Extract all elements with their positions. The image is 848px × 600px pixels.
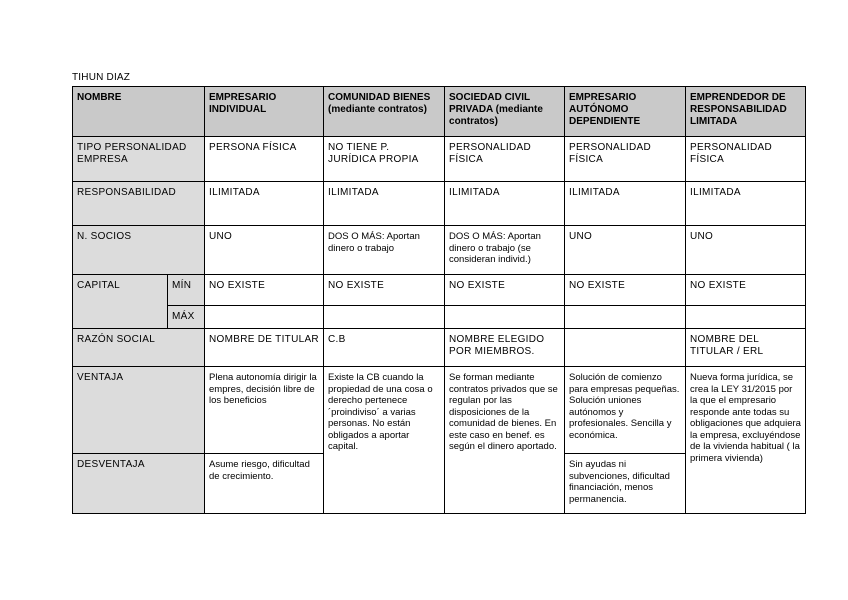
header-nombre: NOMBRE — [73, 87, 205, 137]
cell-ventaja-emprendedor: Nueva forma jurídica, se crea la LEY 31/2015 por la que el empresario responde ante todas su obligaciones que adquiera la empresa, excluyéndose de la vivienda habitual ( la primera vivienda) — [686, 367, 806, 514]
row-tipo-personalidad — [73, 137, 806, 182]
header-empresario-autonomo: EMPRESARIO AUTÓNOMO DEPENDIENTE — [565, 87, 686, 137]
cell-resp-autonomo: ILIMITADA — [565, 182, 686, 226]
cell-capmin-individual: NO EXISTE — [205, 275, 324, 306]
cell-tipo-emprendedor: PERSONALIDAD FÍSICA — [686, 137, 806, 182]
row-razon-social — [73, 329, 806, 367]
row-label-desventaja: DESVENTAJA — [73, 454, 205, 514]
cell-tipo-autonomo: PERSONALIDAD FÍSICA — [565, 137, 686, 182]
cell-socios-emprendedor: UNO — [686, 226, 806, 275]
cell-socios-sociedad: DOS O MÁS: Aportan dinero o trabajo (se consideran individ.) — [445, 226, 565, 275]
cell-ventaja-comunidad: Existe la CB cuando la propiedad de una cosa o derecho pertenece ´proindiviso´ a varias personas. No están obligados a aportar capital. — [324, 367, 445, 514]
cell-socios-comunidad: DOS O MÁS: Aportan dinero o trabajo — [324, 226, 445, 275]
row-capital-max — [73, 306, 806, 329]
cell-capmax-autonomo — [565, 306, 686, 329]
row-label-socios: N. SOCIOS — [73, 226, 205, 275]
row-socios — [73, 226, 806, 275]
cell-tipo-individual: PERSONA FÍSICA — [205, 137, 324, 182]
cell-razon-individual: NOMBRE DE TITULAR — [205, 329, 324, 367]
cell-capmax-individual — [205, 306, 324, 329]
cell-resp-sociedad: ILIMITADA — [445, 182, 565, 226]
cell-razon-sociedad: NOMBRE ELEGIDO POR MIEMBROS. — [445, 329, 565, 367]
header-comunidad-bienes: COMUNIDAD BIENES (mediante contratos) — [324, 87, 445, 137]
cell-resp-individual: ILIMITADA — [205, 182, 324, 226]
row-label-tipo: TIPO PERSONALIDAD EMPRESA — [73, 137, 205, 182]
header-row — [73, 87, 806, 137]
comparison-table — [72, 86, 806, 514]
cell-razon-emprendedor: NOMBRE DEL TITULAR / ERL — [686, 329, 806, 367]
cell-capmin-autonomo: NO EXISTE — [565, 275, 686, 306]
header-sociedad-civil: SOCIEDAD CIVIL PRIVADA (mediante contratos) — [445, 87, 565, 137]
cell-razon-comunidad: C.B — [324, 329, 445, 367]
cell-capmax-sociedad — [445, 306, 565, 329]
row-label-ventaja: VENTAJA — [73, 367, 205, 454]
cell-capmax-emprendedor — [686, 306, 806, 329]
cell-tipo-comunidad: NO TIENE P. JURÍDICA PROPIA — [324, 137, 445, 182]
cell-capmin-emprendedor: NO EXISTE — [686, 275, 806, 306]
cell-capmin-sociedad: NO EXISTE — [445, 275, 565, 306]
cell-capmin-comunidad: NO EXISTE — [324, 275, 445, 306]
cell-socios-individual: UNO — [205, 226, 324, 275]
cell-ventaja-autonomo: Solución de comienzo para empresas pequeñas. Solución uniones autónomos y profesionales. Sencilla y económica. — [565, 367, 686, 454]
cell-tipo-sociedad: PERSONALIDAD FÍSICA — [445, 137, 565, 182]
cell-ventaja-sociedad: Se forman mediante contratos privados que se regulan por las disposiciones de la comunidad de bienes. En este caso en benef. es según el dinero aportado. — [445, 367, 565, 514]
header-emprendedor: EMPRENDEDOR DE RESPONSABILIDAD LIMITADA — [686, 87, 806, 137]
cell-resp-comunidad: ILIMITADA — [324, 182, 445, 226]
row-ventaja — [73, 367, 806, 454]
cell-ventaja-individual: Plena autonomía dirigir la empres, decisión libre de los beneficios — [205, 367, 324, 454]
cell-razon-autonomo — [565, 329, 686, 367]
cell-desventaja-individual: Asume riesgo, dificultad de crecimiento. — [205, 454, 324, 514]
cell-socios-autonomo: UNO — [565, 226, 686, 275]
cell-capmax-comunidad — [324, 306, 445, 329]
document-author: TIHUN DIAZ — [72, 72, 131, 83]
cell-resp-emprendedor: ILIMITADA — [686, 182, 806, 226]
row-label-capital-min: MÍN — [168, 275, 205, 306]
cell-desventaja-autonomo: Sin ayudas ni subvenciones, dificultad financiación, menos permanencia. — [565, 454, 686, 514]
row-label-responsabilidad: RESPONSABILIDAD — [73, 182, 205, 226]
row-capital-min — [73, 275, 806, 306]
header-empresario-individual: EMPRESARIO INDIVIDUAL — [205, 87, 324, 137]
row-responsabilidad — [73, 182, 806, 226]
row-label-razon: RAZÓN SOCIAL — [73, 329, 205, 367]
row-label-capital: CAPITAL — [73, 275, 168, 329]
row-label-capital-max: MÁX — [168, 306, 205, 329]
